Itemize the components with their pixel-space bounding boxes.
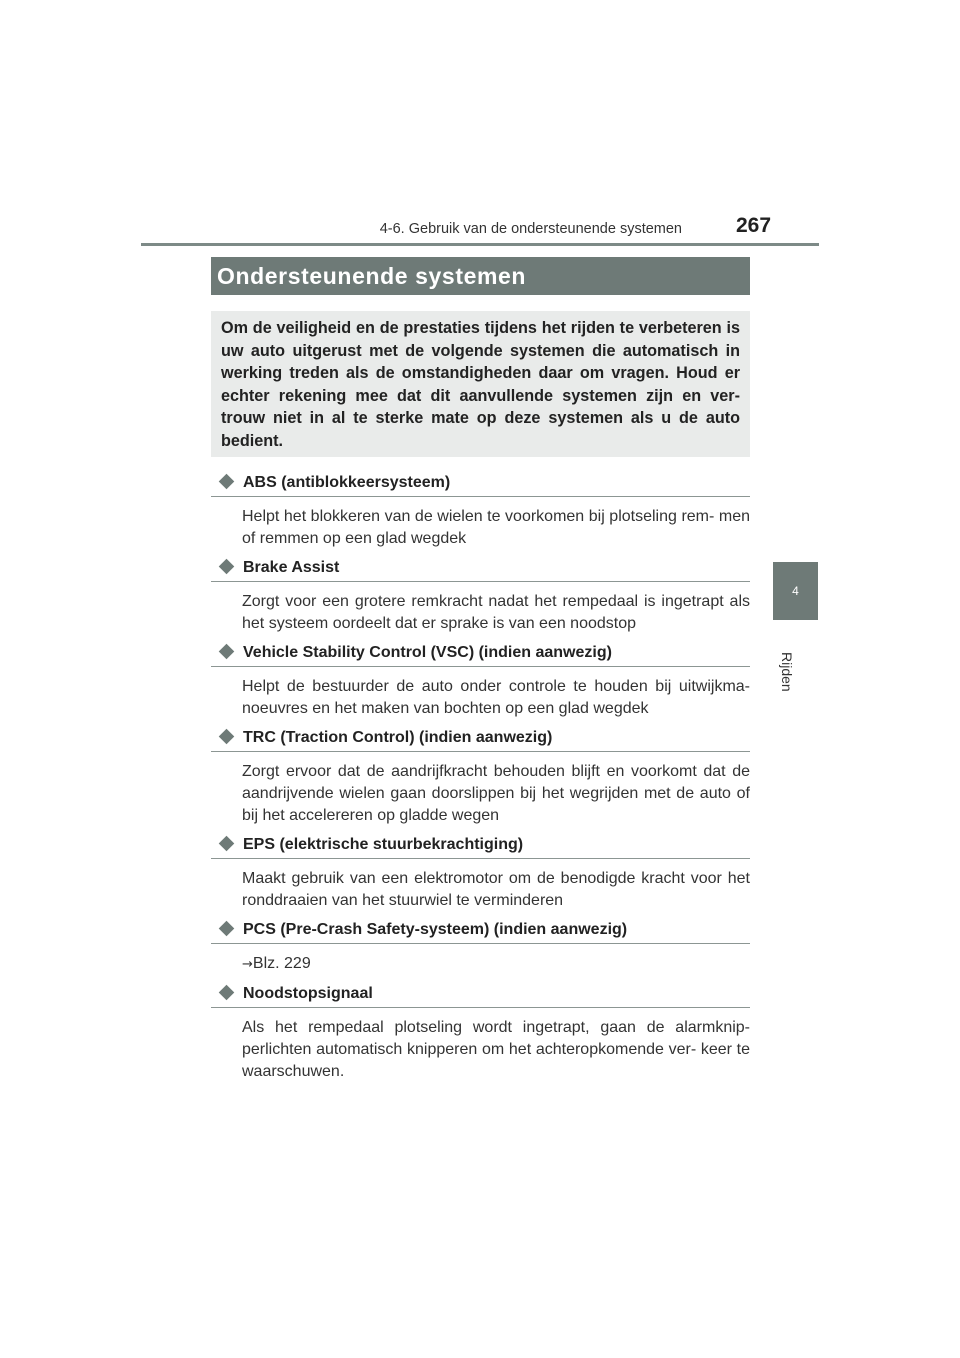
feature-title-text: Brake Assist xyxy=(243,559,340,576)
intro-box xyxy=(211,311,750,457)
feature-eps xyxy=(218,833,750,912)
feature-title xyxy=(218,726,750,749)
feature-vsc xyxy=(218,641,750,720)
feature-divider xyxy=(211,581,750,582)
feature-abs xyxy=(218,471,750,550)
feature-divider xyxy=(211,496,750,497)
feature-title xyxy=(218,918,750,941)
feature-divider xyxy=(211,751,750,752)
diamond-bullet-icon xyxy=(219,836,235,852)
feature-divider xyxy=(211,943,750,944)
feature-pcs xyxy=(218,918,750,976)
section-title: Ondersteunende systemen xyxy=(211,257,750,295)
feature-description: Maakt gebruik van een elektromotor om de benodigde kracht voor het ronddraaien van het stuurwiel te verminderen xyxy=(242,870,750,909)
feature-description: Zorgt ervoor dat de aandrijfkracht behouden blijft en voorkomt dat de aandrijvende wielen gaan doorslippen bij het wegrijden met de auto of bij het accelereren op gladde wegen xyxy=(242,763,750,824)
feature-trc xyxy=(218,726,750,827)
intro-text: Om de veiligheid en de prestaties tijdens het rijden te verbeteren is uw auto uitgerust met de volgende systemen die automatisch in werking treden als de omstandigheden daar om vragen. Houd er echter rekening mee dat dit aanvullende systemen zijn en ver- trouw niet in al te sterke mate op deze systemen als u de auto bedient. xyxy=(221,319,740,450)
feature-title-text: TRC (Traction Control) (indien aanwezig) xyxy=(243,729,553,746)
feature-description xyxy=(242,953,750,976)
feature-divider xyxy=(211,666,750,667)
chapter-tab-label: Rijden xyxy=(779,652,795,692)
diamond-bullet-icon xyxy=(219,729,235,745)
feature-title-text: Noodstopsignaal xyxy=(243,985,373,1002)
diamond-bullet-icon xyxy=(219,921,235,937)
feature-title xyxy=(218,641,750,664)
feature-title xyxy=(218,471,750,494)
feature-brake-assist xyxy=(218,556,750,635)
feature-title-text: EPS (elektrische stuurbekrachtiging) xyxy=(243,836,524,853)
feature-title-text: Vehicle Stability Control (VSC) (indien aanwezig) xyxy=(243,644,612,661)
feature-title-text: ABS (antiblokkeersysteem) xyxy=(243,474,451,491)
feature-title-text: PCS (Pre-Crash Safety-systeem) (indien aanwezig) xyxy=(243,921,628,938)
feature-description: Als het rempedaal plotseling wordt ingetrapt, gaan de alarmknip- perlichten automatisch knipperen om het achteropkomende ver- keer te waarschuwen. xyxy=(242,1019,750,1080)
feature-title xyxy=(218,556,750,579)
header-divider xyxy=(141,243,819,246)
running-header-section: 4-6. Gebruik van de ondersteunende systemen xyxy=(379,221,682,237)
feature-emergency-stop-signal xyxy=(218,982,750,1083)
feature-description: Zorgt voor een grotere remkracht nadat het rempedaal is ingetrapt als het systeem oordeelt dat er sprake is van een noodstop xyxy=(242,593,750,632)
diamond-bullet-icon xyxy=(219,644,235,660)
chapter-tab: 4 xyxy=(773,562,818,620)
diamond-bullet-icon xyxy=(219,559,235,575)
diamond-bullet-icon xyxy=(219,985,235,1001)
feature-description: Helpt het blokkeren van de wielen te voorkomen bij plotseling rem- men of remmen op een glad wegdek xyxy=(242,508,750,547)
page-reference-arrow-icon: → xyxy=(242,957,253,972)
feature-divider xyxy=(211,858,750,859)
page-reference[interactable]: Blz. 229 xyxy=(252,955,311,972)
feature-title xyxy=(218,982,750,1005)
page-number: 267 xyxy=(736,214,772,237)
diamond-bullet-icon xyxy=(219,474,235,490)
feature-divider xyxy=(211,1007,750,1008)
feature-title xyxy=(218,833,750,856)
feature-description: Helpt de bestuurder de auto onder controle te houden bij uitwijkma- noeuvres en het maken van bochten op een glad wegdek xyxy=(242,678,750,717)
